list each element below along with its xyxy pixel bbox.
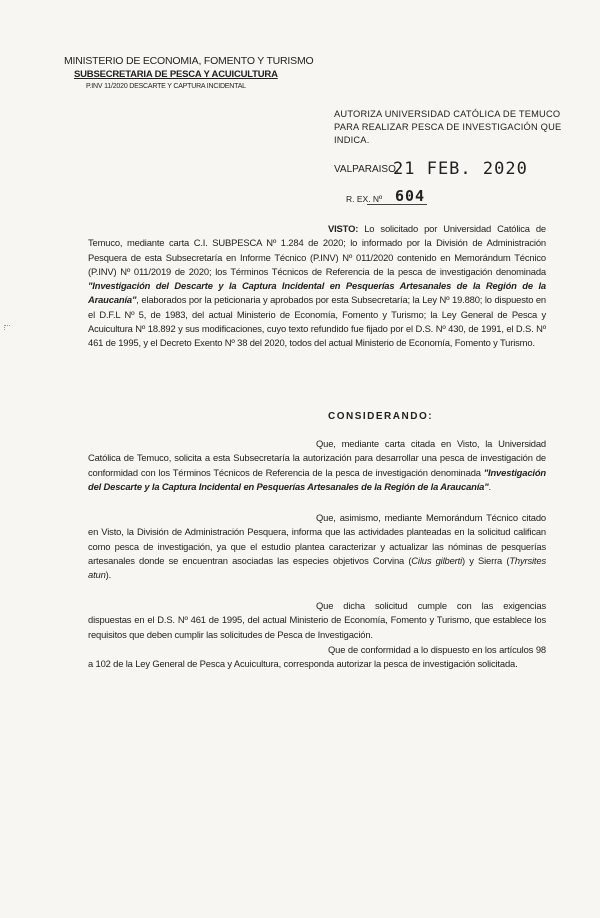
visto-project-title: "Investigación del Descarte y la Captura Incidental en Pesquerías Artesanales de la Región de la Araucanía" xyxy=(88,280,546,306)
undersecretariat-name: SUBSECRETARIA DE PESCA Y ACUICULTURA xyxy=(74,69,278,80)
c2-species-1: Cilus gilberti xyxy=(411,554,463,566)
c2-end: ). xyxy=(105,569,112,581)
stamped-date: 21 FEB. 2020 xyxy=(393,159,528,179)
c3-text: Que dicha solicitud cumple con las exigencias dispuestas en el D.S. Nº 461 de 1995, del actual Ministerio de Economía, Fomento y Turismo, que establece los requisitos que deben cumplir las solicitudes de Pesca de Investigación. xyxy=(88,600,546,640)
c1-text-2: . xyxy=(488,480,491,492)
resolution-number-label: R. EX. Nº xyxy=(346,194,383,204)
visto-text-2: , elaborados por la peticionaria y aprobados por esta Subsecretaría; la Ley Nº 19.880; lo dispuesto en el D.F.L Nº 5, de 1983, del actual Ministerio de Economía, Fomento y Turismo; la Ley General de Pesca y Acuicultura Nº 18.892 y sus modificaciones, cuyo texto refundido fue fijado por el D.S. Nº 430, de 1991, el D.S. Nº 461 de 1995, y el Decreto Exento Nº 38 del 2020, todos del actual Ministerio de Economía, Fomento y Turismo. xyxy=(88,294,546,349)
visto-text-1: Lo solicitado por Universidad Católica de Temuco, mediante carta C.I. SUBPESCA Nº 1.284 de 2020; lo informado por la División de Administración Pesquera de esta Subsecretaría en Informe Técnico (P.INV) Nº 011/2020 contenido en Memorándum Técnico (P.INV) Nº 011/2019 de 2020; los Términos Técnicos de Referencia de la pesca de investigación denominada xyxy=(88,223,546,277)
internal-reference: P.INV 11/2020 DESCARTE Y CAPTURA INCIDENTAL xyxy=(86,83,246,90)
c2-species-2: Thyrsites atun xyxy=(88,554,546,581)
considerando-heading: CONSIDERANDO: xyxy=(328,411,434,422)
considerando-paragraph-3 xyxy=(88,599,546,642)
considerando-paragraph-4 xyxy=(88,643,546,672)
c4-text: Que de conformidad a lo dispuesto en los artículos 98 a 102 de la Ley General de Pesca y Acuicultura, corresponda autorizar la pesca de investigación solicitada. xyxy=(88,644,546,670)
considerando-paragraph-2 xyxy=(88,511,546,582)
city-label: VALPARAISO, xyxy=(334,164,399,175)
resolution-number: 604 xyxy=(395,187,426,205)
c2-mid: ) y Sierra ( xyxy=(462,554,510,566)
considerando-paragraph-1 xyxy=(88,437,546,494)
ministry-name: MINISTERIO DE ECONOMIA, FOMENTO Y TURISMO xyxy=(64,55,314,67)
c1-project-title: "Investigación del Descarte y la Captura Incidental en Pesquerías Artesanales de la Región de la Araucanía" xyxy=(88,466,546,492)
c2-text: Que, asimismo, mediante Memorándum Técnico citado en Visto, la División de Administración Pesquera, informa que las actividades planteadas en la solicitud califican como pesca de investigación, ya que el estudio plantea caracterizar y actualizar las nóminas de pesquerías artesanales donde se encuentran asociadas las especies objetivos Corvina ( xyxy=(88,512,546,566)
c1-text-1: Que, mediante carta citada en Visto, la Universidad Católica de Temuco, solicita a esta Subsecretaría la autorización para desarrollar una pesca de investigación de conformidad con los Términos Técnicos de Referencia de la pesca de investigación denominada xyxy=(88,438,546,478)
margin-mark xyxy=(4,325,10,330)
resolution-subject: AUTORIZA UNIVERSIDAD CATÓLICA DE TEMUCO PARA REALIZAR PESCA DE INVESTIGACIÓN QUE INDICA. xyxy=(334,109,562,145)
visto-paragraph xyxy=(88,222,546,351)
visto-label: VISTO: xyxy=(328,223,359,234)
